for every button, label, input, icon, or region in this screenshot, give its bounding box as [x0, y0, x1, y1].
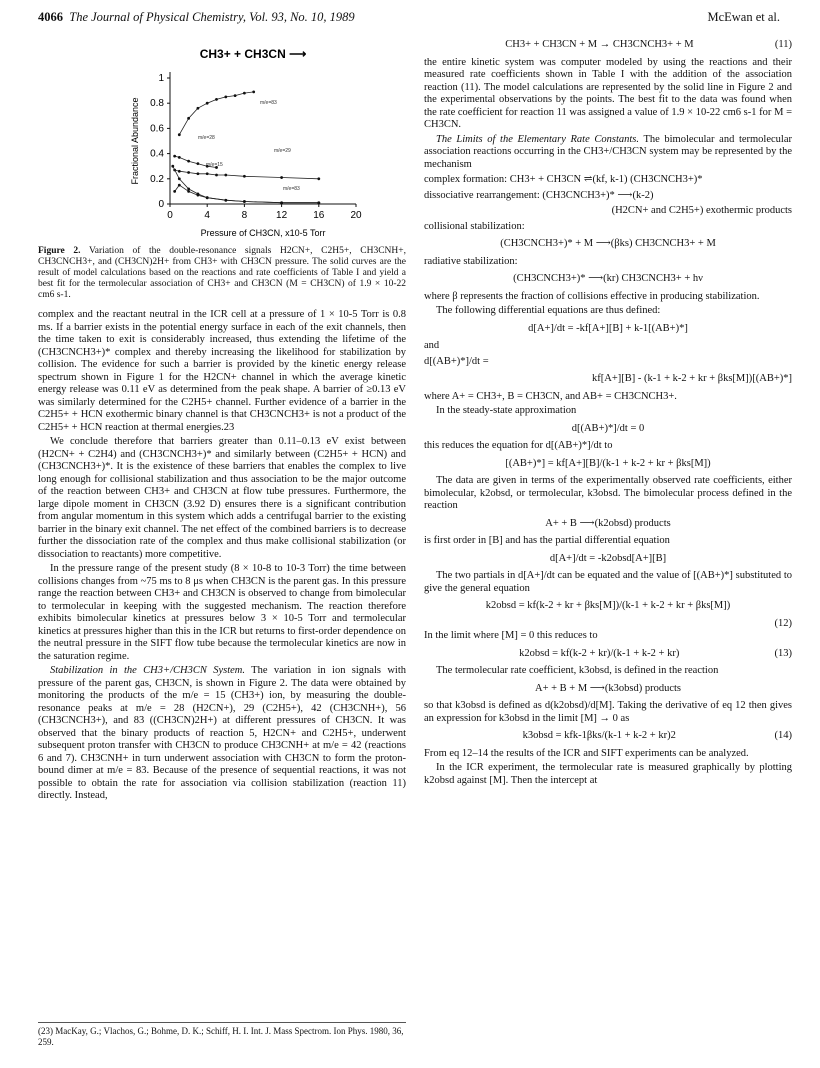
- right-paragraph-15: In the ICR experiment, the termolecular rate is measured graphically by plotting k2obsd against [M]. Then the intercept at: [424, 762, 792, 786]
- data-point: [317, 177, 320, 180]
- mechanism-radiative-stabilization: (CH3CNCH3+)* ⟶(kr) CH3CNCH3+ + hν: [513, 273, 703, 284]
- x-tick-label: 8: [241, 210, 248, 221]
- data-point: [197, 194, 200, 197]
- x-tick-label: 20: [350, 210, 362, 221]
- left-paragraph-1: complex and the reactant neutral in the ICR cell at a pressure of 1 × 10-5 Torr is 0.8 ms. If a barrier exists in the potential energy surface in each of the exit channels, then the time taken to exit is considerably increased, thus extending the lifetime of the (CH3CNCH3+)* complex and thereby increasing the likelihood for stabilization by collision. The evidence for such a barrier is provided by the kinetic energy release spectrum shown in Figure 1 for the H2CN+ channel in which the average kinetic energy release was 0.11 eV as determined from the peak shape. A barrier of ≥0.13 eV was similarly determined for the C2H5+ channel. Further evidence of a barrier in the C2H5+ + HCN exothermic binary channel is that CH3CNCH3+ is not a product of the C2H5+ + HCN reaction at thermal energies.23: [38, 309, 406, 433]
- right-paragraph-4: The following differential equations are thus defined:: [436, 305, 661, 316]
- equation-11-number: (11): [774, 39, 792, 50]
- bimolecular-rate-equation: d[A+]/dt = -k2obsd[A+][B]: [549, 552, 667, 564]
- data-point: [187, 187, 190, 190]
- data-point: [178, 184, 181, 187]
- data-point: [197, 107, 200, 110]
- curve-label: m/e=28: [198, 135, 215, 141]
- y-tick-label: 0.4: [150, 148, 164, 160]
- right-column: [424, 34, 792, 789]
- right-paragraph-7: this reduces the equation for d[(AB+)*]/dt to: [424, 440, 613, 451]
- y-tick-label: 0.2: [150, 173, 164, 185]
- bimolecular-reaction: A+ + B ⟶(k2obsd) products: [545, 517, 671, 529]
- running-authors: McEwan et al.: [707, 10, 780, 24]
- equation-13-number: (13): [774, 647, 792, 659]
- data-point: [206, 196, 209, 199]
- data-point: [243, 200, 246, 203]
- mechanism-complex-formation: complex formation: CH3+ + CH3CN ⇌(kf, k-1) (CH3CNCH3+)*: [424, 174, 703, 185]
- data-point: [280, 176, 283, 179]
- equation-13-text: k2obsd = kf(k-2 + kr)/(k-1 + k-2 + kr): [519, 647, 680, 659]
- equation-12-text: k2obsd = kf(k-2 + kr + βks[M])/(k-1 + k-2 + kr + βks[M]): [485, 600, 731, 611]
- equation-11: [424, 39, 792, 52]
- figure-caption: [38, 246, 406, 301]
- page-header: [38, 10, 780, 28]
- footnote: (23) MacKay, G.; Vlachos, G.; Bohme, D. K.; Schiff, H. I. Int. J. Mass Spectrom. Ion Phys. 1980, 36, 259.: [38, 1022, 406, 1047]
- section-heading-stabilization: Stabilization in the CH3+/CH3CN System.: [50, 665, 245, 676]
- data-point: [206, 172, 209, 175]
- equation-12-number: (12): [774, 617, 792, 629]
- data-point: [317, 201, 320, 204]
- right-paragraph-6: In the steady-state approximation: [436, 405, 577, 416]
- right-paragraph-11: In the limit where [M] = 0 this reduces to: [424, 630, 598, 641]
- x-tick-label: 12: [276, 210, 288, 221]
- series-curve-2: [175, 170, 319, 179]
- data-point: [187, 171, 190, 174]
- data-point: [215, 98, 218, 101]
- figure-2: [38, 34, 406, 240]
- curve-label: m/e=29: [274, 148, 291, 154]
- figure-2-chart: [38, 34, 406, 240]
- y-tick-label: 1: [158, 73, 164, 84]
- differential-equation-2-rhs: kf[A+][B] - (k-1 + k-2 + kr + βks[M])[(AB+)*]: [592, 373, 792, 384]
- left-paragraph-4: [38, 665, 406, 803]
- mechanism-dissociative-products: (H2CN+ and C2H5+) exothermic products: [611, 205, 792, 216]
- data-point: [178, 156, 181, 159]
- data-point: [243, 92, 246, 95]
- y-axis-label: Fractional Abundance: [130, 97, 140, 185]
- data-point: [187, 190, 190, 193]
- collisional-stabilization-label: collisional stabilization:: [424, 220, 525, 232]
- equation-11-text: CH3+ + CH3CN + M → CH3CNCH3+ + M: [505, 39, 694, 50]
- y-tick-label: 0.6: [150, 123, 164, 135]
- right-paragraph-13: so that k3obsd is defined as d(k2obsd)/d[M]. Taking the derivative of eq 12 then gives an expression for k3obsd in the limit [M] → 0 as: [424, 700, 792, 724]
- x-axis-label: Pressure of CH3CN, x10-5 Torr: [200, 228, 326, 238]
- equation-14-text: k3obsd = kfk-1βks/(k-1 + k-2 + kr)2: [522, 730, 676, 741]
- y-tick-label: 0.8: [150, 98, 164, 110]
- differential-equation-1: d[A+]/dt = -kf[A+][B] + k-1[(AB+)*]: [528, 322, 688, 334]
- data-point: [224, 199, 227, 202]
- caption-text: Variation of the double-resonance signals H2CN+, C2H5+, CH3CNH+, CH3CNCH3+, and (CH3CN)2H+ from CH3+ with CH3CN pressure. The solid curves are the result of model calculations based on the reactions and rate coefficients of Table I and yield a best fit for the termolecular association of CH3+ and CH3CN (M = CH3CN) of 1.9 × 10-22 cm6 s-1.: [38, 246, 406, 300]
- x-tick-label: 0: [167, 210, 173, 221]
- data-point: [187, 117, 190, 120]
- radiative-stabilization-label: radiative stabilization:: [424, 255, 518, 267]
- right-paragraph-9: is first order in [B] and has the partial differential equation: [424, 535, 670, 546]
- data-point: [252, 90, 255, 93]
- y-tick-label: 0: [158, 199, 164, 210]
- data-point: [243, 175, 246, 178]
- mechanism-collisional-stabilization: (CH3CNCH3+)* + M ⟶(βks) CH3CNCH3+ + M: [500, 238, 716, 249]
- equation-14-number: (14): [774, 730, 792, 741]
- data-point: [234, 94, 237, 97]
- left-paragraph-3: In the pressure range of the present study (8 × 10-8 to 10-3 Torr) the time between collisions changes from ~75 ms to 8 μs when CH3CN is the parent gas. In this pressure range the reaction between CH3+ and CH3CN is observed to change from bimolecular to termolecular in keeping with the suggested mechanism. The reaction therefore exhibits bimolecular kinetics at pressures below 3 × 10-5 Torr and termolecular kinetics at pressures higher than this in the ICR but returns to first-order dependence on the neutral pressure in the SIFT flow tube because the termolecular kinetics are now in the saturation regime.: [38, 563, 406, 662]
- right-paragraph-2: [424, 134, 792, 172]
- data-point: [171, 165, 174, 168]
- section-heading-limits: The Limits of the Elementary Rate Constants.: [436, 133, 640, 145]
- caption-label: Figure 2.: [38, 246, 81, 256]
- right-paragraph-10: The two partials in d[A+]/dt can be equated and the value of [(AB+)*] substituted to give the general equation: [424, 570, 792, 594]
- equation-14: [424, 730, 792, 743]
- x-tick-label: 16: [313, 210, 325, 221]
- data-point: [173, 190, 176, 193]
- steady-state-equation: d[(AB+)*]/dt = 0: [571, 422, 645, 434]
- data-point: [197, 162, 200, 165]
- x-tick-label: 4: [204, 210, 210, 221]
- complex-concentration-equation: [(AB+)*] = kf[A+][B]/(k-1 + k-2 + kr + βks[M]): [505, 457, 711, 469]
- data-point: [215, 174, 218, 177]
- right-paragraph-3: where β represents the fraction of collisions effective in producing stabilization.: [424, 290, 760, 302]
- right-paragraph-12: The termolecular rate coefficient, k3obsd, is defined in the reaction: [436, 665, 719, 676]
- data-point: [224, 96, 227, 99]
- curve-label: m/e=83: [283, 186, 300, 192]
- data-point: [224, 174, 227, 177]
- data-point: [280, 201, 283, 204]
- right-paragraph-5: where A+ = CH3+, B = CH3CN, and AB+ = CH3CNCH3+.: [424, 390, 677, 402]
- journal-title: The Journal of Physical Chemistry, Vol. 93, No. 10, 1989: [69, 10, 355, 24]
- termolecular-reaction: A+ + B + M ⟶(k3obsd) products: [535, 682, 681, 694]
- right-paragraph-14: From eq 12–14 the results of the ICR and SIFT experiments can be analyzed.: [424, 747, 749, 759]
- data-point: [178, 177, 181, 180]
- data-point: [178, 133, 181, 136]
- left-paragraph-2: We conclude therefore that barriers greater than 0.11–0.13 eV exist between (H2CN+ + C2H4) and (CH3CNCH3+)* and similarly between (C2H5+ + HCN) and (CH3CNCH3+)*. It is the existence of these barriers that enables the complex to live long enough for collisional stabilization and thus association to be the major outcome of the reaction between CH3+ and CH3CN at flow tube pressures. Furthermore, the large dipole moment in CH3CN (3.92 D) ensures there is a significant contribution from angular momentum in this system which adds a centrifugal barrier to the existing barrier in the binary exit channel. The net effect of the combined barriers is to decrease further the dissociation rate of the complex and thus make collisional stabilization (or dissociation to reactants) more competitive.: [38, 436, 406, 560]
- equation-13: [424, 648, 792, 661]
- left-paragraph-4-text: The variation in ion signals with pressure of the parent gas, CH3CN, is shown in Figure 2. The data were obtained by monitoring the products of the m/e = 15 (CH3+) ion, by measuring the double-resonance peaks at m/e = 28 (H2CN+), 29 (C2H5+), 42 (CH3CNH+), 56 (CH3CNCH3+), and 83 ((CH3CN)2H+) at different pressures of CH3CN. It was observed that the binary products of reaction 5, H2CN+ and C2H5+, underwent subsequent proton transfer with CH3CN to produce CH3CNH+ at m/e = 42 (reactions 6 and 7). CH3CNH+ in turn underwent association with CH3CN to form the proton-bound dimer at m/e = 83. Because of the presence of sequential reactions, it was not possible to obtain the rate for association via collision stabilization (reaction 11) directly. Instead,: [38, 665, 406, 801]
- data-point: [197, 172, 200, 175]
- curve-label: m/e=15: [206, 162, 223, 168]
- data-point: [173, 155, 176, 158]
- differential-equation-2-lhs: d[(AB+)*]/dt =: [424, 355, 489, 367]
- data-point: [206, 102, 209, 105]
- equation-12: [424, 600, 792, 613]
- and-text: and: [424, 340, 440, 351]
- data-point: [187, 160, 190, 163]
- right-paragraph-2-text: The bimolecular and termolecular association reactions occurring in the CH3+/CH3CN system may be represented by the mechanism: [424, 133, 792, 170]
- chart-title: CH3+ + CH3CN ⟶: [199, 47, 307, 61]
- right-paragraph-8: The data are given in terms of the experimentally observed rate coefficients, either bimolecular, k2obsd, or termolecular, k3obsd. The bimolecular process defined in the reaction: [424, 475, 792, 511]
- page-number: 4066: [38, 10, 63, 24]
- curve-label: m/e=83: [260, 100, 277, 106]
- right-paragraph-1: the entire kinetic system was computer modeled by using the reactions and their measured rate coefficients shown in Table I with the addition of the association reaction (11). The model calculations are represented by the solid line in Figure 2 and the experimental observations by the points. The best fit to the data was found when the rate coefficient for reaction 11 was assigned a value of 1.9 × 10-22 cm6 s-1 for M = CH3CN.: [424, 56, 792, 130]
- data-point: [178, 170, 181, 173]
- mechanism-dissociative-rearrangement: dissociative rearrangement: (CH3CNCH3+)* ⟶(k-2): [424, 189, 654, 201]
- series-curve-3: [173, 166, 319, 203]
- left-column: [38, 34, 406, 805]
